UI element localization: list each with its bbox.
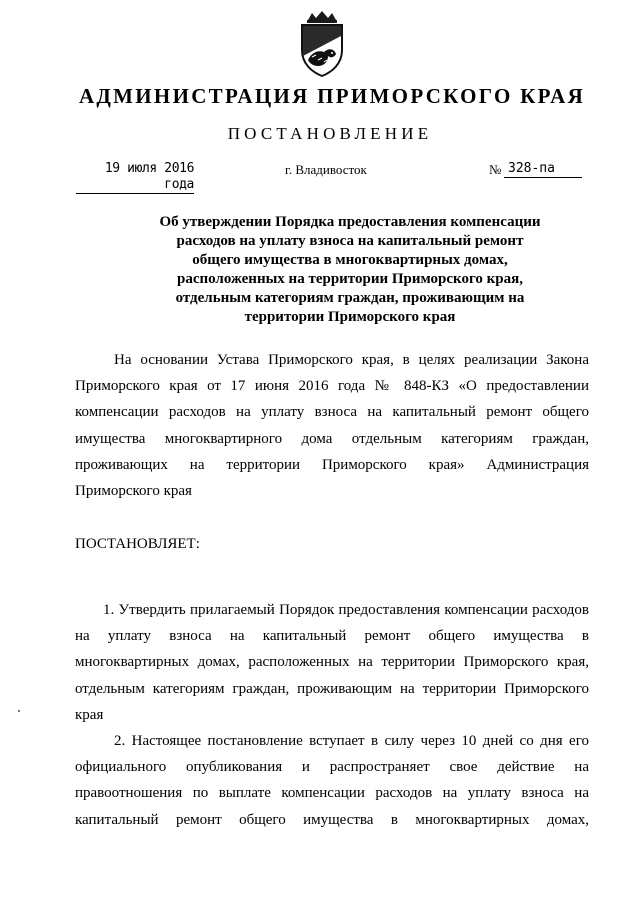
subject-line: Об утверждении Порядка предоставления компенсации [159, 214, 541, 230]
document-city: г. Владивосток [285, 162, 367, 177]
subject-line: расходов на уплату взноса на капитальный ремонт [176, 233, 524, 249]
subject-line: территории Приморского края [244, 309, 456, 325]
paragraph-line: компенсации расходов на уплату взноса на капитальный ремонт общего [75, 404, 589, 421]
paragraph-line: проживающих на территории Приморского края» Администрация [75, 456, 589, 473]
number-sign: № [489, 162, 502, 177]
paragraph-line: Приморского края [75, 482, 192, 499]
preamble-paragraph [75, 347, 589, 504]
subject-line: расположенных на территории Приморского края, [176, 271, 524, 287]
paragraph-line: капитальный ремонт общего имущества в многоквартирных домах, [75, 811, 589, 828]
item-1-paragraph [75, 597, 589, 728]
paragraph-line: 2. Настоящее постановление вступает в силу через 10 дней со дня его [114, 733, 589, 749]
paragraph-line: отдельным категориям граждан, проживающим на территории Приморского [75, 680, 589, 697]
item-2-paragraph [75, 728, 589, 833]
paragraph-line: правоотношения по выплате компенсации расходов на уплату взноса на [75, 785, 589, 802]
paragraph-line: На основании Устава Приморского края, в целях реализации Закона [114, 352, 589, 368]
document-type: ПОСТАНОВЛЕНИЕ [227, 124, 433, 143]
document-subject [140, 213, 560, 327]
paragraph-line: имущества многоквартирного дома отдельным категориям граждан, [75, 430, 589, 447]
paragraph-line: 1. Утвердить прилагаемый Порядок предоставления компенсации расходов [103, 602, 589, 618]
document-date: 19 июля 2016 года [76, 161, 194, 194]
paragraph-line: края [75, 706, 104, 723]
organization-title: АДМИНИСТРАЦИЯ ПРИМОРСКОГО КРАЯ [78, 84, 586, 108]
paragraph-line: официального опубликования и распространяет свое действие на [75, 759, 589, 776]
scan-dot [18, 710, 20, 712]
subject-line: отдельным категориям граждан, проживающим на [175, 290, 525, 306]
paragraph-line: многоквартирных домах, расположенных на территории Приморского края, [75, 654, 589, 671]
coat-of-arms-icon [294, 10, 350, 78]
decree-word: ПОСТАНОВЛЯЕТ: [75, 536, 200, 552]
document-number: 328-па [504, 161, 582, 178]
paragraph-line: на уплату взноса на капитальный ремонт общего имущества в [75, 628, 589, 645]
paragraph-line: Приморского края от 17 июня 2016 года № 848-КЗ «О предоставлении [75, 378, 589, 395]
subject-line: общего имущества в многоквартирных домах, [192, 252, 508, 268]
